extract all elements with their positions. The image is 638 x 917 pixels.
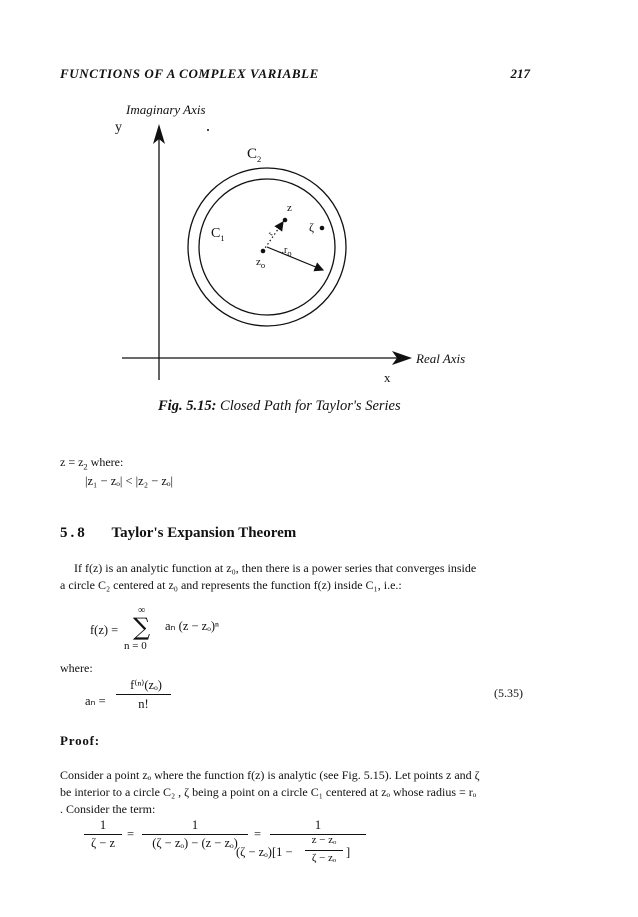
final-frac3-num: 1 [314, 818, 322, 832]
series-term: aₙ (z − zₒ)ⁿ [165, 619, 219, 633]
sum-symbol: ∑ [133, 613, 151, 641]
final-frac2-bar [142, 834, 248, 835]
point-zeta [320, 226, 325, 231]
final-eq-sign-2: = [254, 827, 262, 841]
section-heading [60, 525, 296, 542]
series-lower-limit: n = 0 [124, 640, 147, 652]
running-header [60, 66, 530, 86]
where-label: where: [60, 661, 93, 675]
outer-circle-label: $C_2$ [247, 146, 262, 164]
stray-dot [207, 129, 209, 131]
point-z [283, 218, 288, 223]
series-upper-limit: ∞ [138, 605, 146, 616]
proof-heading: Proof: [60, 733, 100, 748]
theorem-line-2: a circle C₂ centered at z₀ and represents the function f(z) inside C₁, i.e.: [60, 578, 402, 592]
radius-arrow [267, 247, 323, 270]
x-axis-label: x [384, 370, 391, 385]
final-frac3-den-b: ] [346, 845, 351, 859]
figure-diagram [110, 100, 480, 390]
coefficient-denominator: n! [138, 697, 149, 711]
y-axis-title: Imaginary Axis [126, 102, 206, 117]
proof-line-2: be interior to a circle C₂ , ζ being a point on a circle C₁ centered at zₒ whose radius = rₒ [60, 785, 477, 799]
radius-label: $..r_o$ [279, 245, 292, 258]
series-lhs: f(z) = [90, 623, 119, 637]
dot-label: r [265, 229, 275, 238]
point-zeta-label: ζ [309, 220, 314, 234]
final-frac3-den-a: (ζ − zₒ)[1 − [236, 845, 293, 859]
final-frac2-num: 1 [191, 818, 199, 832]
caption-text: Closed Path for Taylor's Series [220, 398, 401, 414]
final-frac2-den: (ζ − zₒ) − (z − zₒ) [152, 836, 238, 850]
caption-label: Fig. 5.15: [158, 398, 217, 414]
figure-caption [158, 398, 401, 415]
final-frac1-bar [84, 834, 122, 835]
condition-inequality: |z₁ − zₒ| < |z₂ − zₒ| [85, 474, 174, 488]
final-frac1-den: ζ − z [90, 836, 116, 850]
point-center [261, 249, 266, 254]
coefficient-lhs: aₙ = [85, 694, 106, 708]
inner-circle-label: $C_1$ [211, 226, 225, 243]
final-inner-bar [305, 850, 343, 851]
page-number: 217 [510, 66, 530, 81]
proof-line-3: . Consider the term: [60, 802, 156, 816]
proof-line-1: Consider a point zₒ where the function f(z) is analytic (see Fig. 5.15). Let points z and ζ [60, 768, 480, 782]
x-axis-title: Real Axis [416, 351, 466, 366]
final-eq-sign-1: = [127, 827, 135, 841]
final-inner-den: ζ − zₒ [311, 852, 337, 864]
final-inner-num: z − zₒ [311, 834, 337, 846]
theorem-line-1: If f(z) is an analytic function at z₀, then there is a power series that converges inside [74, 561, 477, 575]
point-center-label: $z_o$ [256, 256, 266, 271]
y-axis-label: y [115, 120, 122, 135]
equation-number: (5.35) [494, 686, 523, 700]
running-title: FUNCTIONS OF A COMPLEX VARIABLE [60, 66, 319, 81]
figure-5-15 [110, 100, 480, 420]
coefficient-fraction-bar [116, 694, 171, 695]
coefficient-numerator: f⁽ⁿ⁾(zₒ) [130, 678, 162, 692]
point-z-label: z [287, 202, 292, 214]
final-frac1-num: 1 [99, 818, 107, 832]
condition-intro: $z = z_2$ where: [60, 455, 124, 472]
section-title: Taylor's Expansion Theorem [111, 525, 297, 541]
section-number: 5.8 [60, 525, 88, 541]
